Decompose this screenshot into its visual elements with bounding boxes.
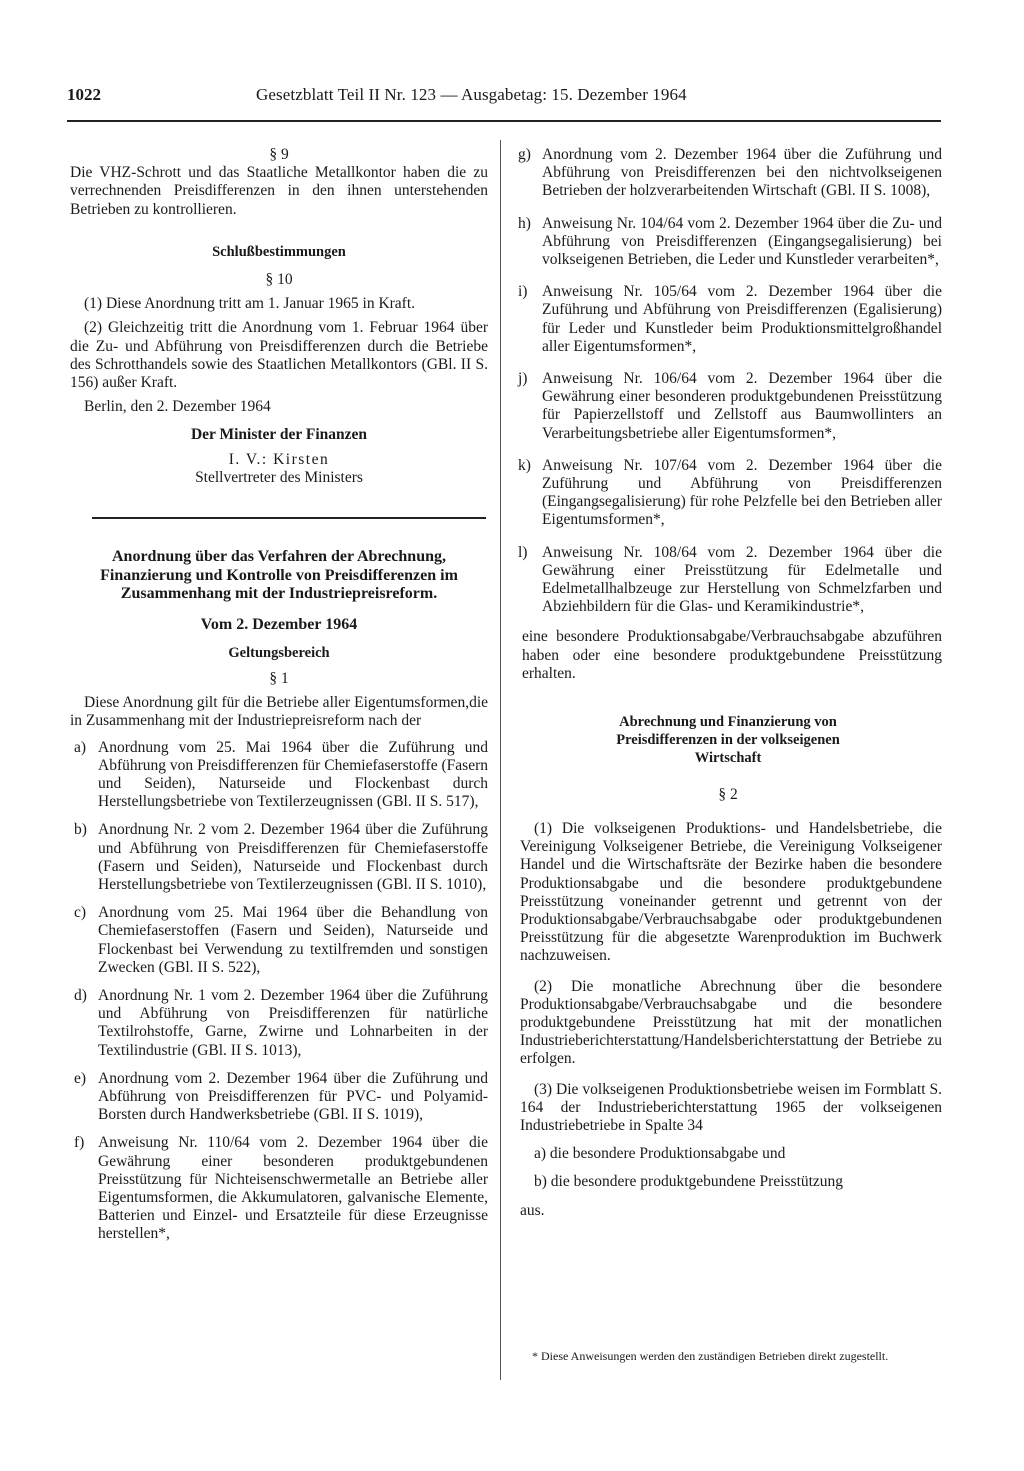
list-item-label: j) — [518, 370, 528, 388]
list-item-text: Anweisung Nr. 110/64 vom 2. Dezember 1964 über die Gewährung einer besonderen produktgebundenen Preisstützung für Nichteisenschwermetalle an Betriebe aller Eigentumsformen, die Akkumulatoren, galvanische Elemente, Batterien und Einzel- und Ersatzteile für diese Erzeugnisse herstellen*, — [98, 1134, 488, 1243]
section-9-text: Die VHZ-Schrott und das Staatliche Metallkontor haben die zu verrechnenden Preisdifferenzen in den ihnen unterstehenden Betrieben zu kontrollieren. — [70, 164, 488, 218]
place-and-date: Berlin, den 2. Dezember 1964 — [84, 398, 271, 416]
list-item-label: d) — [74, 986, 87, 1004]
list-item-label: h) — [518, 214, 531, 232]
section-2-heading: § 2 — [718, 785, 738, 803]
list-item-text: Anordnung vom 25. Mai 1964 über die Zuführung und Abführung von Preisdifferenzen für Chemiefaserstoffe (Fasern und Seiden), Naturseide und Flockenbast durch Herstellungsbetriebe von Textilerzeugnissen (GBl. II S. 517), — [98, 738, 488, 811]
list-item-text: Anweisung Nr. 108/64 vom 2. Dezember 1964 über die Gewährung einer Preisstützung für Edelmetalle und Edelmetallhalbzeuge zur Herstellung von Schmelzfarben und Abziehbildern für die Glas- und Keramikindustrie*, — [542, 543, 942, 616]
list-item — [514, 283, 942, 356]
page-header-title: Gesetzblatt Teil II Nr. 123 — Ausgabetag: 15. Dezember 1964 — [256, 85, 687, 104]
left-column-lower — [70, 548, 488, 1244]
list-item — [514, 146, 942, 201]
list-item-label: a) — [74, 738, 87, 756]
financing-heading: Abrechnung und Finanzierung von Preisdifferenzen in der volkseigenen Wirtschaft — [616, 714, 840, 767]
list-item — [70, 1134, 488, 1243]
regulation-title: Anordnung über das Verfahren der Abrechnung, Finanzierung und Kontrolle von Preisdifferenzen im Zusammenhang mit der Industriepreisreform. — [100, 548, 458, 602]
header-rule — [67, 120, 941, 122]
subitem-a: a) die besondere Produktionsabgabe und — [534, 1145, 786, 1163]
list-item-label: e) — [74, 1069, 87, 1087]
signer-name: I. V.: Kirsten — [228, 450, 330, 468]
list-item-text: Anweisung Nr. 107/64 vom 2. Dezember 1964 über die Zuführung und Abführung von Preisdifferenzen (Eingangsegalisierung) für rohe Pelzfelle bei den Betrieben aller Eigentumsformen*, — [542, 456, 942, 529]
list-item-text: Anordnung vom 2. Dezember 1964 über die Zuführung und Abführung von Preisdifferenzen für PVC- und Polyamid-Borsten durch Handwerksbetriebe (GBl. II S. 1019), — [98, 1069, 488, 1124]
list-item — [70, 821, 488, 894]
list-item-text: Anordnung vom 2. Dezember 1964 über die Zuführung und Abführung von Preisdifferenzen bei den nichtvolkseigenen Betrieben der holzverarbeitenden Wirtschaft (GBl. II S. 1008), — [542, 146, 942, 200]
section-separator — [92, 517, 486, 519]
list-item — [514, 215, 942, 270]
right-column — [514, 146, 942, 1220]
after-items-text: eine besondere Produktionsabgabe/Verbrauchsabgabe abzuführen haben oder eine besondere produktgebundene Preisstützung erhalten. — [522, 628, 942, 682]
regulation-date: Vom 2. Dezember 1964 — [200, 615, 358, 633]
section-2-paragraph-1: (1) Die volkseigenen Produktions- und Handelsbetriebe, die Vereinigung Volkseigener Betriebe, die Vereinigung Volkseigener Handel und die Wirtschaftsräte der Bezirke haben die besondere Produktionsabgabe und die besondere produktgebundene Preisstützung voneinander getrennt und getrennt von der Produktionsabgabe/Verbrauchsabgabe oder produktgebundenen Preisstützung für die abgesetzte Warenproduktion im Buchwerk nachzuweisen. — [520, 819, 942, 965]
closing-word: aus. — [520, 1201, 545, 1219]
list-item — [70, 1070, 488, 1125]
list-item — [70, 739, 488, 812]
section-10-paragraph-1: (1) Diese Anordnung tritt am 1. Januar 1965 in Kraft. — [84, 295, 416, 313]
section-1-heading: § 1 — [269, 669, 289, 687]
section-2-paragraph-2: (2) Die monatliche Abrechnung über die besondere Produktionsabgabe/Verbrauchsabgabe und die besondere produktgebundene Preisstützung hat mit der monatlichen Industrieberichterstattung/Handelsberichterstattung der Betriebe zu erfolgen. — [520, 977, 942, 1068]
list-item-text: Anordnung vom 25. Mai 1964 über die Behandlung von Chemiefaserstoffen (Fasern und Seiden), Naturseide und Flockenbast bei Verwendung zu textilfremden und sonstigen Zwecken (GBl. II S. 522), — [98, 904, 488, 976]
signer-role: Stellvertreter des Ministers — [195, 468, 363, 486]
section-1-text: Diese Anordnung gilt für die Betriebe aller Eigentumsformen,die in Zusammenhang mit der Industriepreisreform nach der — [70, 694, 488, 730]
page-number: 1022 — [67, 85, 101, 104]
column-divider — [500, 140, 501, 1380]
list-item-label: g) — [518, 146, 531, 163]
list-item-text: Anweisung Nr. 104/64 vom 2. Dezember 1964 über die Zu- und Abführung von Preisdifferenzen (Eingangsegalisierung) bei volkseigenen Betrieben, die Leder und Kunstleder verarbeiten*, — [542, 214, 942, 269]
list-item-text: Anordnung Nr. 1 vom 2. Dezember 1964 über die Zuführung und Abführung von Preisdifferenzen für natürliche Textilrohstoffe, Garne, Zwirne und Lohnarbeiten in der Textilindustrie (GBl. II S. 1013), — [98, 986, 488, 1059]
section-10-heading: § 10 — [265, 271, 293, 289]
list-item-label: c) — [74, 904, 87, 922]
section-10-paragraph-2: (2) Gleichzeitig tritt die Anordnung vom 1. Februar 1964 über die Zu- und Abführung von Preisdifferenzen durch die Betriebe des Schrotthandels sowie des Staatlichen Metallkontors (GBl. II S. 156) außer Kraft. — [70, 319, 488, 392]
list-item-label: f) — [74, 1134, 85, 1152]
list-item-text: Anordnung Nr. 2 vom 2. Dezember 1964 über die Zuführung und Abführung von Preisdifferenzen für Chemiefaserstoffe (Fasern und Seiden), Naturseide und Flockenbast durch Herstellungsbetriebe von Textilerzeugnissen (GBl. II S. 1010), — [98, 821, 488, 893]
footnote: * Diese Anweisungen werden den zuständigen Betrieben direkt zugestellt. — [532, 1349, 889, 1363]
subitem-b: b) die besondere produktgebundene Preisstützung — [534, 1173, 844, 1191]
list-item-text: Anweisung Nr. 105/64 vom 2. Dezember 1964 über die Zuführung und Abführung von Preisdifferenzen (Egalisierung) für Leder und Kunstleder beim Produktionsmittelgroßhandel aller Eigentumsformen*, — [542, 283, 942, 355]
list-item-text: Anweisung Nr. 106/64 vom 2. Dezember 1964 über die Gewährung einer besonderen produktgebundenen Preisstützung für Papierzellstoff und Zellstoff aus Baumwollinters an Verarbeitungsbetriebe aller Eigentumsformen*, — [542, 370, 942, 442]
list-item-label: l) — [518, 543, 528, 561]
list-item-label: b) — [74, 821, 87, 839]
section-9-heading: § 9 — [269, 146, 289, 163]
list-item — [514, 457, 942, 530]
list-item — [70, 904, 488, 977]
list-item — [514, 544, 942, 617]
signer-organization: Der Minister der Finanzen — [190, 426, 368, 444]
list-item — [70, 987, 488, 1060]
list-item-label: k) — [518, 456, 531, 474]
scope-heading: Geltungsbereich — [228, 644, 330, 661]
final-provisions-heading: Schlußbestimmungen — [212, 243, 346, 260]
list-item-label: i) — [518, 283, 528, 301]
list-item — [514, 370, 942, 443]
section-2-paragraph-3: (3) Die volkseigenen Produktionsbetriebe weisen im Formblatt S. 164 der Industrieberichterstattung 1965 der volkseigenen Industriebetriebe in Spalte 34 — [520, 1080, 942, 1134]
left-column — [70, 146, 488, 487]
